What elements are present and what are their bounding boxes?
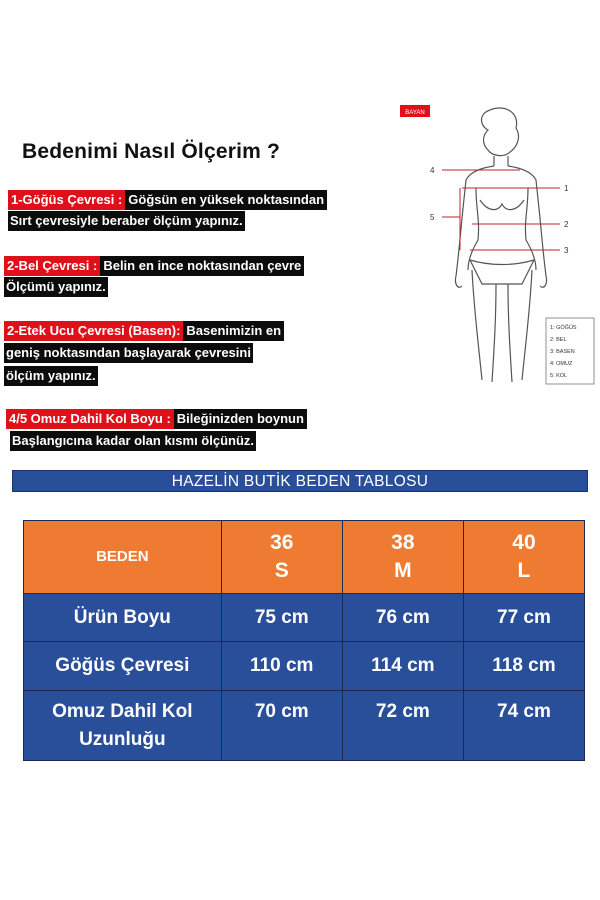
- table-cell: 114 cm: [342, 642, 463, 691]
- instruction-3-line-2: geniş noktasından başlayarak çevresini: [4, 343, 253, 363]
- size-number: 38: [391, 531, 415, 554]
- table-cell: 110 cm: [221, 642, 342, 691]
- table-cell: 70 cm: [221, 691, 342, 761]
- instruction-4-text: Bileğinizden boynun: [174, 409, 307, 429]
- legend-item: 5: KOL: [550, 373, 568, 379]
- marker-4: 4: [430, 166, 435, 175]
- table-cell: 72 cm: [342, 691, 463, 761]
- instruction-2-line-1: [4, 256, 304, 276]
- size-letter: M: [394, 559, 412, 582]
- table-cell: 75 cm: [221, 594, 342, 642]
- instruction-1-line-2: Sırt çevresiyle beraber ölçüm yapınız.: [8, 211, 245, 231]
- size-number: 36: [270, 531, 294, 554]
- instruction-2-text: Belin en ince noktasından çevre: [100, 256, 304, 276]
- table-cell: 118 cm: [463, 642, 584, 691]
- legend-item: 2: BEL: [550, 337, 567, 343]
- table-cell: 74 cm: [463, 691, 584, 761]
- table-cell: 76 cm: [342, 594, 463, 642]
- table-row: [24, 691, 585, 761]
- size-table-banner: HAZELİN BUTİK BEDEN TABLOSU: [12, 470, 588, 492]
- size-letter: S: [274, 559, 289, 582]
- legend-item: 1: GÖĞÜS: [550, 325, 577, 331]
- table-row: [24, 642, 585, 691]
- size-letter: L: [517, 559, 531, 582]
- instruction-4-line-2: Başlangıcına kadar olan kısmı ölçünüz.: [10, 431, 256, 451]
- instruction-3-line-1: [4, 321, 284, 341]
- size-column-header: [221, 521, 342, 594]
- instruction-3-line-3: ölçüm yapınız.: [4, 366, 98, 386]
- table-cell: 77 cm: [463, 594, 584, 642]
- instruction-1-label: 1-Göğüs Çevresi :: [8, 190, 125, 210]
- marker-1: 1: [564, 184, 569, 193]
- size-column-header: [342, 521, 463, 594]
- marker-5: 5: [430, 213, 435, 222]
- instruction-2-label: 2-Bel Çevresi :: [4, 256, 100, 276]
- size-table-header: [24, 521, 585, 594]
- size-number: 40: [512, 531, 536, 554]
- figure-markers: [430, 166, 569, 255]
- row-label: Omuz Dahil Kol Uzunluğu: [24, 691, 222, 761]
- instruction-4-line-1: [6, 409, 307, 429]
- size-column-header: [463, 521, 584, 594]
- page-title: Bedenimi Nasıl Ölçerim ?: [22, 140, 281, 163]
- legend-item: 3: BASEN: [550, 349, 575, 355]
- table-row: [24, 594, 585, 642]
- size-table: [23, 520, 585, 761]
- figure-badge-text: BAYAN: [405, 110, 425, 116]
- size-table-corner: [24, 521, 222, 594]
- instruction-3-label: 2-Etek Ucu Çevresi (Basen):: [4, 321, 183, 341]
- instruction-2-line-2: Ölçümü yapınız.: [4, 277, 108, 297]
- marker-3: 3: [564, 246, 569, 255]
- marker-2: 2: [564, 220, 569, 229]
- instruction-3-text: Basenimizin en: [183, 321, 284, 341]
- instruction-4-label: 4/5 Omuz Dahil Kol Boyu :: [6, 409, 174, 429]
- row-label: Göğüs Çevresi: [24, 642, 222, 691]
- corner-label: BEDEN: [96, 548, 149, 565]
- body-measurement-figure: [400, 100, 600, 390]
- instruction-1-line-1: [8, 190, 327, 210]
- row-label: Ürün Boyu: [24, 594, 222, 642]
- instruction-1-text: Göğsün en yüksek noktasından: [125, 190, 327, 210]
- woman-silhouette-icon: [455, 108, 546, 382]
- legend-item: 4: OMUZ: [550, 361, 573, 367]
